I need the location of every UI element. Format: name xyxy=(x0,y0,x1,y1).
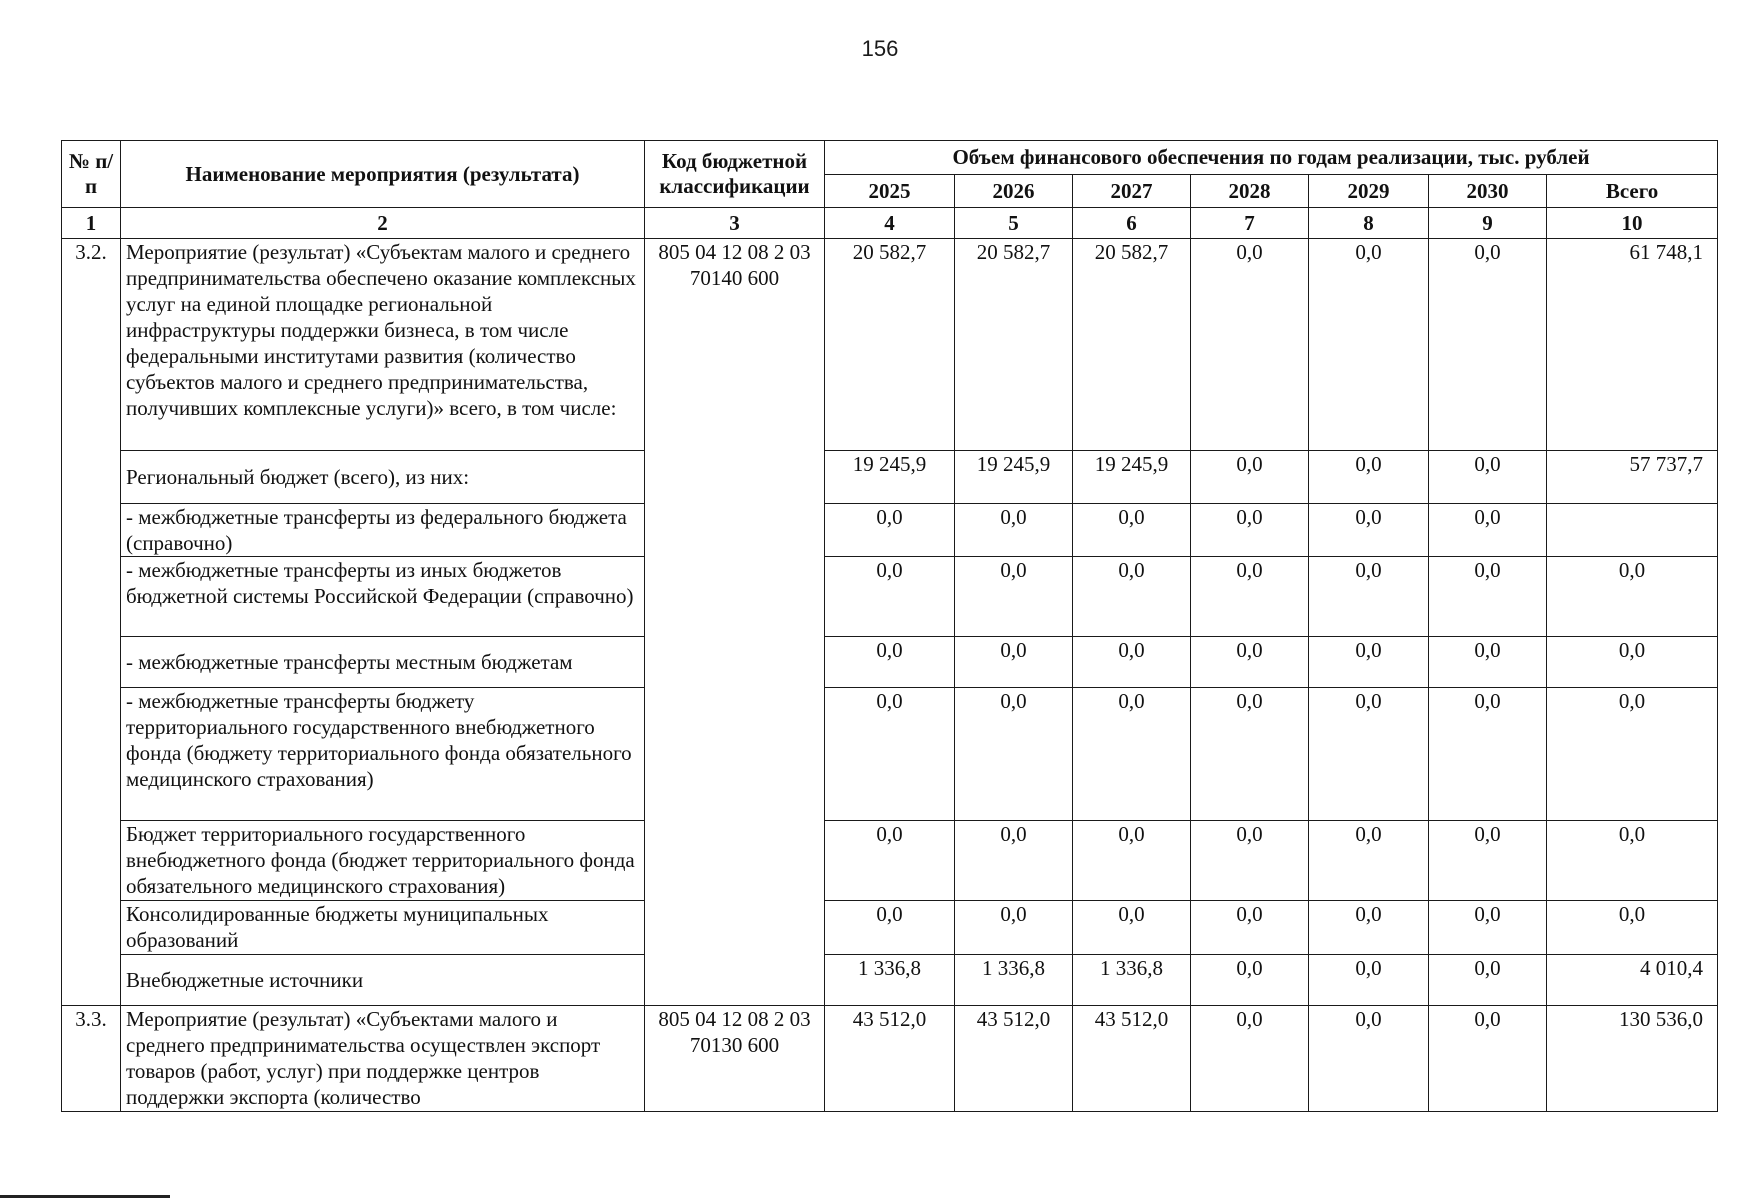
value-2027: 0,0 xyxy=(1073,901,1191,955)
table-row xyxy=(62,504,1718,557)
header-name: Наименование мероприятия (результата) xyxy=(121,141,645,208)
row-name: Консолидированные бюджеты муниципальных образований xyxy=(121,901,645,955)
value-2025: 0,0 xyxy=(825,688,955,821)
value-2029: 0,0 xyxy=(1309,557,1429,637)
value-2026: 0,0 xyxy=(955,901,1073,955)
budget-code: 805 04 12 08 2 03 70130 600 xyxy=(645,1006,825,1112)
value-2026: 19 245,9 xyxy=(955,451,1073,504)
table-row xyxy=(62,1006,1718,1112)
value-2030: 0,0 xyxy=(1429,504,1547,557)
value-2029: 0,0 xyxy=(1309,955,1429,1006)
value-2025: 20 582,7 xyxy=(825,239,955,451)
row-name: Мероприятие (результат) «Субъектами малого и среднего предпринимательства осуществлен экспорт товаров (работ, услуг) при поддержке центров поддержки экспорта (количество xyxy=(126,1007,601,1109)
column-number: 5 xyxy=(955,208,1073,239)
value-2026: 0,0 xyxy=(955,688,1073,821)
value-2025: 0,0 xyxy=(825,504,955,557)
column-number-row xyxy=(62,208,1718,239)
value-2025: 1 336,8 xyxy=(825,955,955,1006)
value-2025: 0,0 xyxy=(825,557,955,637)
value-total: 0,0 xyxy=(1547,901,1718,955)
column-number: 6 xyxy=(1073,208,1191,239)
table-row xyxy=(62,821,1718,901)
value-2030: 0,0 xyxy=(1429,955,1547,1006)
value-2029: 0,0 xyxy=(1309,451,1429,504)
column-number: 1 xyxy=(62,208,121,239)
value-2028: 0,0 xyxy=(1191,451,1309,504)
value-2028: 0,0 xyxy=(1191,239,1309,451)
value-2026: 1 336,8 xyxy=(955,955,1073,1006)
value-2027: 1 336,8 xyxy=(1073,955,1191,1006)
column-number: 9 xyxy=(1429,208,1547,239)
value-total xyxy=(1547,504,1718,557)
row-name-cell xyxy=(121,1006,645,1112)
table-row xyxy=(62,955,1718,1006)
value-2027: 19 245,9 xyxy=(1073,451,1191,504)
value-2027: 0,0 xyxy=(1073,637,1191,688)
value-2025: 0,0 xyxy=(825,821,955,901)
section-number: 3.2. xyxy=(62,239,121,1006)
value-total: 130 536,0 xyxy=(1547,1006,1718,1112)
value-2028: 0,0 xyxy=(1191,557,1309,637)
value-2025: 0,0 xyxy=(825,637,955,688)
value-2030: 0,0 xyxy=(1429,451,1547,504)
row-name: - межбюджетные трансферты из федерального бюджета (справочно) xyxy=(121,504,645,557)
row-name: Мероприятие (результат) «Субъектам малого и среднего предпринимательства обеспечено оказание комплексных услуг на единой площадке региональной инфраструктуры поддержки бизнеса, в том числе федеральными институтами развития (количество субъектов малого и среднего предпринимательства, получивших комплексные услуги)» всего, в том числе: xyxy=(121,239,645,451)
header-row-1 xyxy=(62,141,1718,175)
table-row xyxy=(62,637,1718,688)
page-number: 156 xyxy=(861,36,899,61)
value-2027: 0,0 xyxy=(1073,504,1191,557)
row-name: - межбюджетные трансферты местным бюджетам xyxy=(121,637,645,688)
header-year-2026: 2026 xyxy=(955,175,1073,208)
value-2030: 0,0 xyxy=(1429,1006,1547,1112)
row-name: - межбюджетные трансферты бюджету территориального государственного внебюджетного фонда (бюджету территориального фонда обязательного медицинского страхования) xyxy=(121,688,645,821)
value-total: 0,0 xyxy=(1547,557,1718,637)
value-2029: 0,0 xyxy=(1309,821,1429,901)
value-2029: 0,0 xyxy=(1309,504,1429,557)
value-2027: 43 512,0 xyxy=(1073,1006,1191,1112)
header-volume: Объем финансового обеспечения по годам реализации, тыс. рублей xyxy=(825,141,1718,175)
value-2027: 0,0 xyxy=(1073,688,1191,821)
value-total: 4 010,4 xyxy=(1547,955,1718,1006)
column-number: 2 xyxy=(121,208,645,239)
header-year-2028: 2028 xyxy=(1191,175,1309,208)
value-2029: 0,0 xyxy=(1309,688,1429,821)
value-2029: 0,0 xyxy=(1309,901,1429,955)
value-2025: 19 245,9 xyxy=(825,451,955,504)
value-2028: 0,0 xyxy=(1191,901,1309,955)
value-2028: 0,0 xyxy=(1191,1006,1309,1112)
value-2030: 0,0 xyxy=(1429,239,1547,451)
value-2028: 0,0 xyxy=(1191,955,1309,1006)
value-2030: 0,0 xyxy=(1429,557,1547,637)
value-total: 57 737,7 xyxy=(1547,451,1718,504)
value-2029: 0,0 xyxy=(1309,1006,1429,1112)
value-2028: 0,0 xyxy=(1191,688,1309,821)
value-2026: 0,0 xyxy=(955,821,1073,901)
table-row xyxy=(62,901,1718,955)
header-year-2030: 2030 xyxy=(1429,175,1547,208)
header-total: Всего xyxy=(1547,175,1718,208)
column-number: 4 xyxy=(825,208,955,239)
value-2026: 0,0 xyxy=(955,637,1073,688)
value-total: 0,0 xyxy=(1547,688,1718,821)
value-total: 0,0 xyxy=(1547,637,1718,688)
value-2026: 0,0 xyxy=(955,504,1073,557)
row-name: Региональный бюджет (всего), из них: xyxy=(121,451,645,504)
header-year-2027: 2027 xyxy=(1073,175,1191,208)
value-2030: 0,0 xyxy=(1429,901,1547,955)
value-2026: 0,0 xyxy=(955,557,1073,637)
value-2028: 0,0 xyxy=(1191,821,1309,901)
column-number: 8 xyxy=(1309,208,1429,239)
value-2025: 43 512,0 xyxy=(825,1006,955,1112)
row-name: Внебюджетные источники xyxy=(121,955,645,1006)
row-name: Бюджет территориального государственного внебюджетного фонда (бюджет территориального фонда обязательного медицинского страхования) xyxy=(121,821,645,901)
page-edge-mark xyxy=(0,1195,170,1198)
table-row xyxy=(62,239,1718,451)
table-row xyxy=(62,688,1718,821)
value-2027: 20 582,7 xyxy=(1073,239,1191,451)
value-total: 61 748,1 xyxy=(1547,239,1718,451)
value-2028: 0,0 xyxy=(1191,637,1309,688)
financing-table xyxy=(61,140,1718,1112)
budget-code: 805 04 12 08 2 03 70140 600 xyxy=(645,239,825,1006)
header-year-2029: 2029 xyxy=(1309,175,1429,208)
value-2030: 0,0 xyxy=(1429,637,1547,688)
value-2029: 0,0 xyxy=(1309,637,1429,688)
value-2025: 0,0 xyxy=(825,901,955,955)
value-2026: 43 512,0 xyxy=(955,1006,1073,1112)
column-number: 7 xyxy=(1191,208,1309,239)
value-2027: 0,0 xyxy=(1073,821,1191,901)
value-2027: 0,0 xyxy=(1073,557,1191,637)
header-year-2025: 2025 xyxy=(825,175,955,208)
table-row xyxy=(62,451,1718,504)
section-number: 3.3. xyxy=(62,1006,121,1112)
value-2026: 20 582,7 xyxy=(955,239,1073,451)
value-total: 0,0 xyxy=(1547,821,1718,901)
value-2030: 0,0 xyxy=(1429,688,1547,821)
column-number: 10 xyxy=(1547,208,1718,239)
row-name: - межбюджетные трансферты из иных бюджетов бюджетной системы Российской Федерации (справочно) xyxy=(121,557,645,637)
table-row xyxy=(62,557,1718,637)
value-2028: 0,0 xyxy=(1191,504,1309,557)
value-2030: 0,0 xyxy=(1429,821,1547,901)
header-num: № п/п xyxy=(62,141,121,208)
column-number: 3 xyxy=(645,208,825,239)
header-code: Код бюджетной классификации xyxy=(645,141,825,208)
value-2029: 0,0 xyxy=(1309,239,1429,451)
